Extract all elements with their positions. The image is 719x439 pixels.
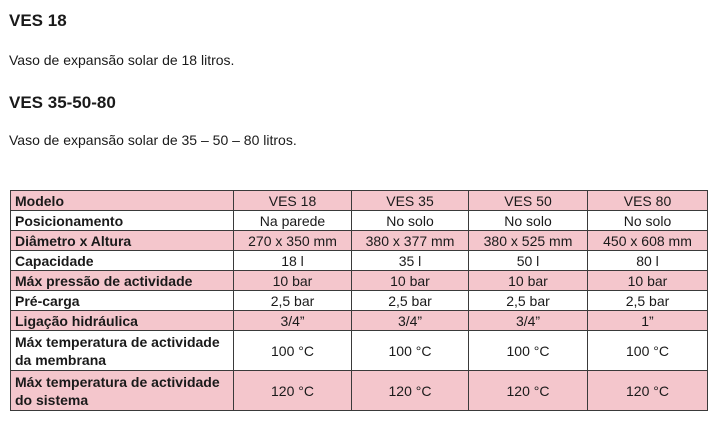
table-cell: 120 °C (469, 371, 588, 411)
row-label: Máx pressão de actividade (11, 271, 234, 291)
table-cell: 120 °C (588, 371, 708, 411)
table-row (11, 211, 708, 231)
row-label: Capacidade (11, 251, 234, 271)
heading-ves-35-50-80: VES 35-50-80 (9, 93, 116, 112)
table-cell: 50 l (469, 251, 588, 271)
header-model: VES 18 (234, 191, 352, 211)
table-row (11, 331, 708, 371)
table-cell: 10 bar (234, 271, 352, 291)
table-cell: 380 x 525 mm (469, 231, 588, 251)
table-cell: 80 l (588, 251, 708, 271)
header-model: VES 80 (588, 191, 708, 211)
row-label: Pré-carga (11, 291, 234, 311)
table-cell: 2,5 bar (588, 291, 708, 311)
table-row (11, 251, 708, 271)
table-cell: 3/4” (352, 311, 469, 331)
table-cell: 2,5 bar (352, 291, 469, 311)
table-row (11, 291, 708, 311)
table-cell: No solo (352, 211, 469, 231)
row-label: Máx temperatura de actividade da membrana (11, 331, 234, 371)
specifications-table (10, 190, 708, 411)
table-cell: 120 °C (234, 371, 352, 411)
table-cell: 10 bar (469, 271, 588, 291)
description-ves-18: Vaso de expansão solar de 18 litros. (9, 52, 235, 68)
table-cell: No solo (588, 211, 708, 231)
header-label: Modelo (11, 191, 234, 211)
table-cell: 100 °C (469, 331, 588, 371)
table-cell: No solo (469, 211, 588, 231)
table-header-row (11, 191, 708, 211)
row-label: Posicionamento (11, 211, 234, 231)
table-cell: 3/4” (469, 311, 588, 331)
table-cell: 270 x 350 mm (234, 231, 352, 251)
table-row (11, 231, 708, 251)
table-cell: 100 °C (234, 331, 352, 371)
table-cell: 18 l (234, 251, 352, 271)
header-model: VES 50 (469, 191, 588, 211)
table-cell: 3/4” (234, 311, 352, 331)
row-label: Máx temperatura de actividade do sistema (11, 371, 234, 411)
table-cell: 2,5 bar (469, 291, 588, 311)
table-cell: 380 x 377 mm (352, 231, 469, 251)
table-cell: 1” (588, 311, 708, 331)
table-cell: 35 l (352, 251, 469, 271)
table-cell: Na parede (234, 211, 352, 231)
description-ves-35-50-80: Vaso de expansão solar de 35 – 50 – 80 litros. (9, 132, 297, 148)
table-cell: 2,5 bar (234, 291, 352, 311)
table-row (11, 271, 708, 291)
table-cell: 100 °C (352, 331, 469, 371)
table-cell: 120 °C (352, 371, 469, 411)
table-cell: 450 x 608 mm (588, 231, 708, 251)
table-row (11, 311, 708, 331)
table-cell: 10 bar (352, 271, 469, 291)
table-cell: 10 bar (588, 271, 708, 291)
table-cell: 100 °C (588, 331, 708, 371)
heading-ves-18: VES 18 (9, 11, 67, 30)
row-label: Diâmetro x Altura (11, 231, 234, 251)
table-row (11, 371, 708, 411)
row-label: Ligação hidráulica (11, 311, 234, 331)
header-model: VES 35 (352, 191, 469, 211)
